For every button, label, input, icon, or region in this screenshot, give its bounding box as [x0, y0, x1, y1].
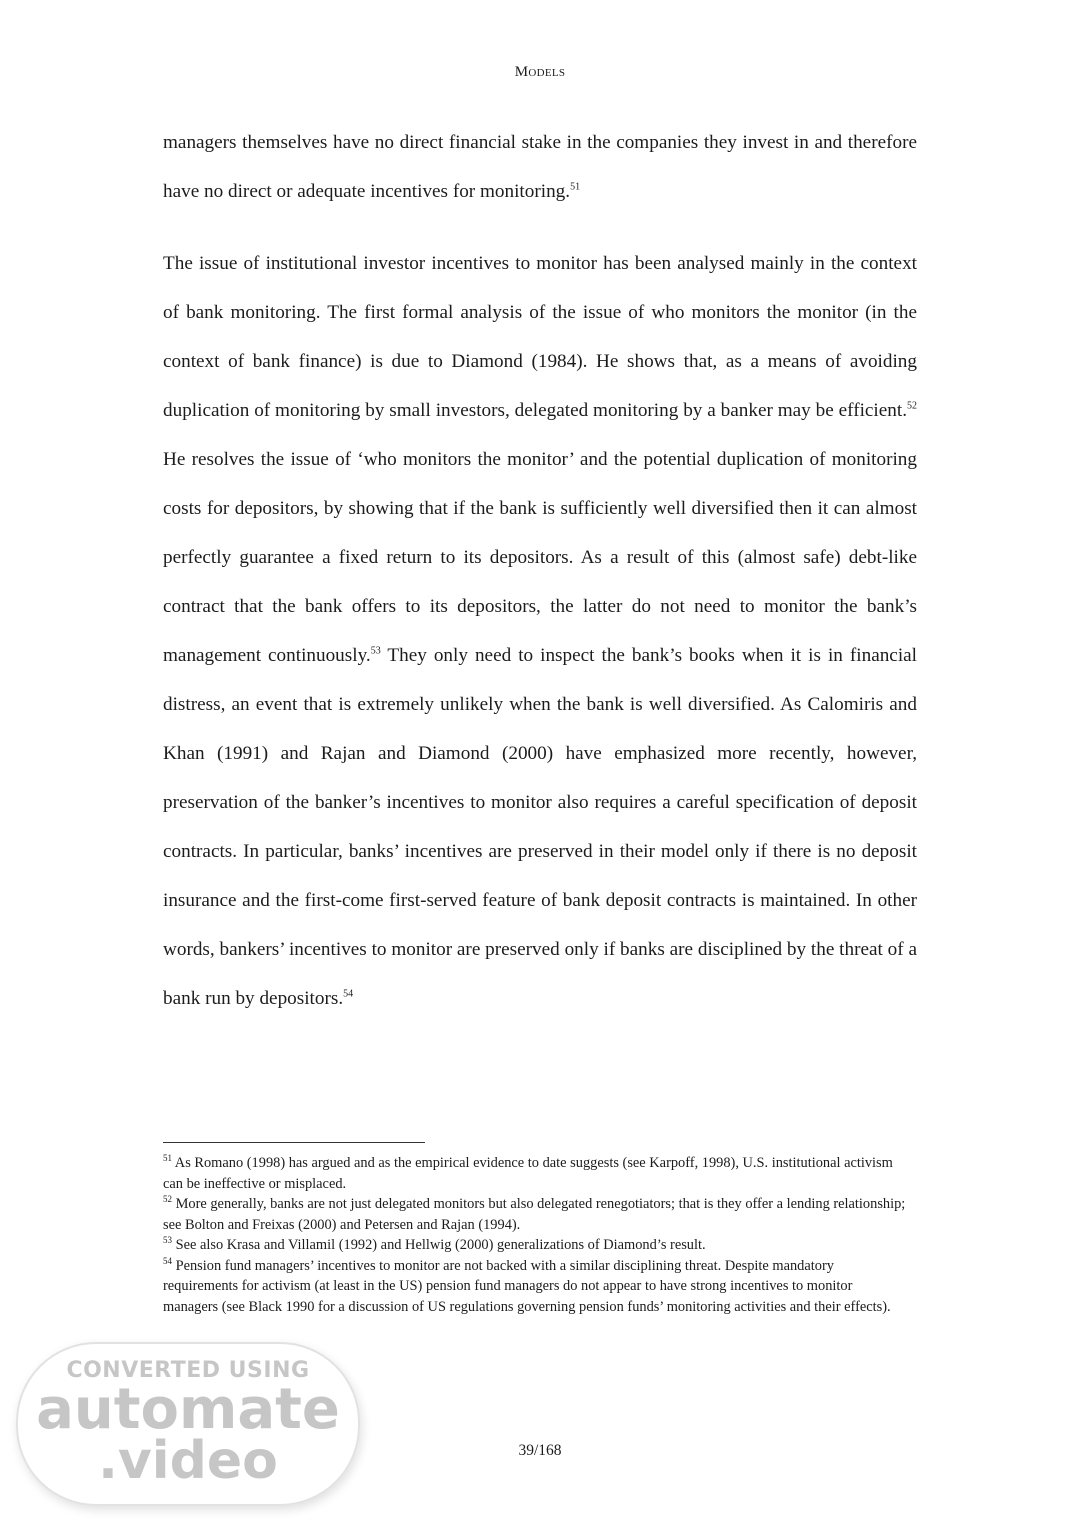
- footnote-separator: [163, 1142, 425, 1143]
- paragraph-text: He resolves the issue of ‘who monitors the monitor’ and the potential duplication of monitoring costs for depositors, by showing that if the bank is sufficiently well diversified then it can almost perfectly guarantee a fixed return to its depositors. As a result of this (almost safe) debt-like contract that the bank offers to its depositors, the latter do not need to monitor the bank’s management continuously.: [163, 449, 917, 666]
- footnote-ref-53[interactable]: 53: [370, 645, 381, 657]
- footnote-52: [163, 1194, 908, 1235]
- paragraph-text: The issue of institutional investor incentives to monitor has been analysed mainly in the context of bank monitoring. The first formal analysis of the issue of who monitors the monitor (in the context of bank finance) is due to Diamond (1984). He shows that, as a means of avoiding duplication of monitoring by small investors, delegated monitoring by a banker may be efficient.: [163, 253, 917, 421]
- footnote-number: 52: [163, 1194, 172, 1205]
- watermark-line-1: CONVERTED USING: [66, 1358, 310, 1383]
- footnote-text: Pension fund managers’ incentives to monitor are not backed with a similar disciplining threat. Despite mandatory requirements for activism (at least in the US) pension fund managers do not appear to have strong incentives to monitor managers (see Black 1990 for a discussion of US regulations governing pension funds’ monitoring activities and their effects).: [163, 1257, 891, 1315]
- footnote-53: [163, 1235, 908, 1256]
- footnote-text: See also Krasa and Villamil (1992) and Hellwig (2000) generalizations of Diamond’s result.: [172, 1237, 706, 1253]
- paragraph-2: [163, 239, 917, 1023]
- footnote-51: [163, 1153, 908, 1194]
- watermark-logo: [16, 1342, 360, 1506]
- footnotes: [163, 1153, 908, 1317]
- running-header: Models: [514, 64, 566, 80]
- footnote-number: 54: [163, 1255, 172, 1266]
- footnote-54: [163, 1256, 908, 1318]
- paragraph-text: managers themselves have no direct financial stake in the companies they invest in and therefore have no direct or adequate incentives for monitoring.: [163, 132, 917, 202]
- paragraph-text: They only need to inspect the bank’s books when it is in financial distress, an event that is extremely unlikely when the bank is well diversified. As Calomiris and Khan (1991) and Rajan and Diamond (2000) have emphasized more recently, however, preservation of the banker’s incentives to monitor also requires a careful specification of deposit contracts. In particular, banks’ incentives are preserved in their model only if there is no deposit insurance and the first-come first-served feature of bank deposit contracts is maintained. In other words, bankers’ incentives to monitor are preserved only if banks are disciplined by the threat of a bank run by depositors.: [163, 645, 918, 1009]
- paragraph-1: [163, 118, 917, 216]
- footnote-ref-52[interactable]: 52: [907, 400, 917, 412]
- watermark-line-2: automate: [36, 1377, 340, 1442]
- page-number: 39/168: [518, 1442, 562, 1459]
- footnote-ref-54[interactable]: 54: [343, 988, 354, 1000]
- footnote-number: 51: [163, 1153, 172, 1164]
- watermark-line-3: .video: [98, 1431, 278, 1491]
- footnote-text: More generally, banks are not just delegated monitors but also delegated renegotiators; that is they offer a lending relationship; see Bolton and Freixas (2000) and Petersen and Rajan (1994).: [163, 1196, 906, 1233]
- footnote-text: As Romano (1998) has argued and as the empirical evidence to date suggests (see Karpoff, 1998), U.S. institutional activism can be ineffective or misplaced.: [163, 1155, 893, 1192]
- footnote-ref-51[interactable]: 51: [570, 181, 581, 193]
- footnote-number: 53: [163, 1235, 172, 1246]
